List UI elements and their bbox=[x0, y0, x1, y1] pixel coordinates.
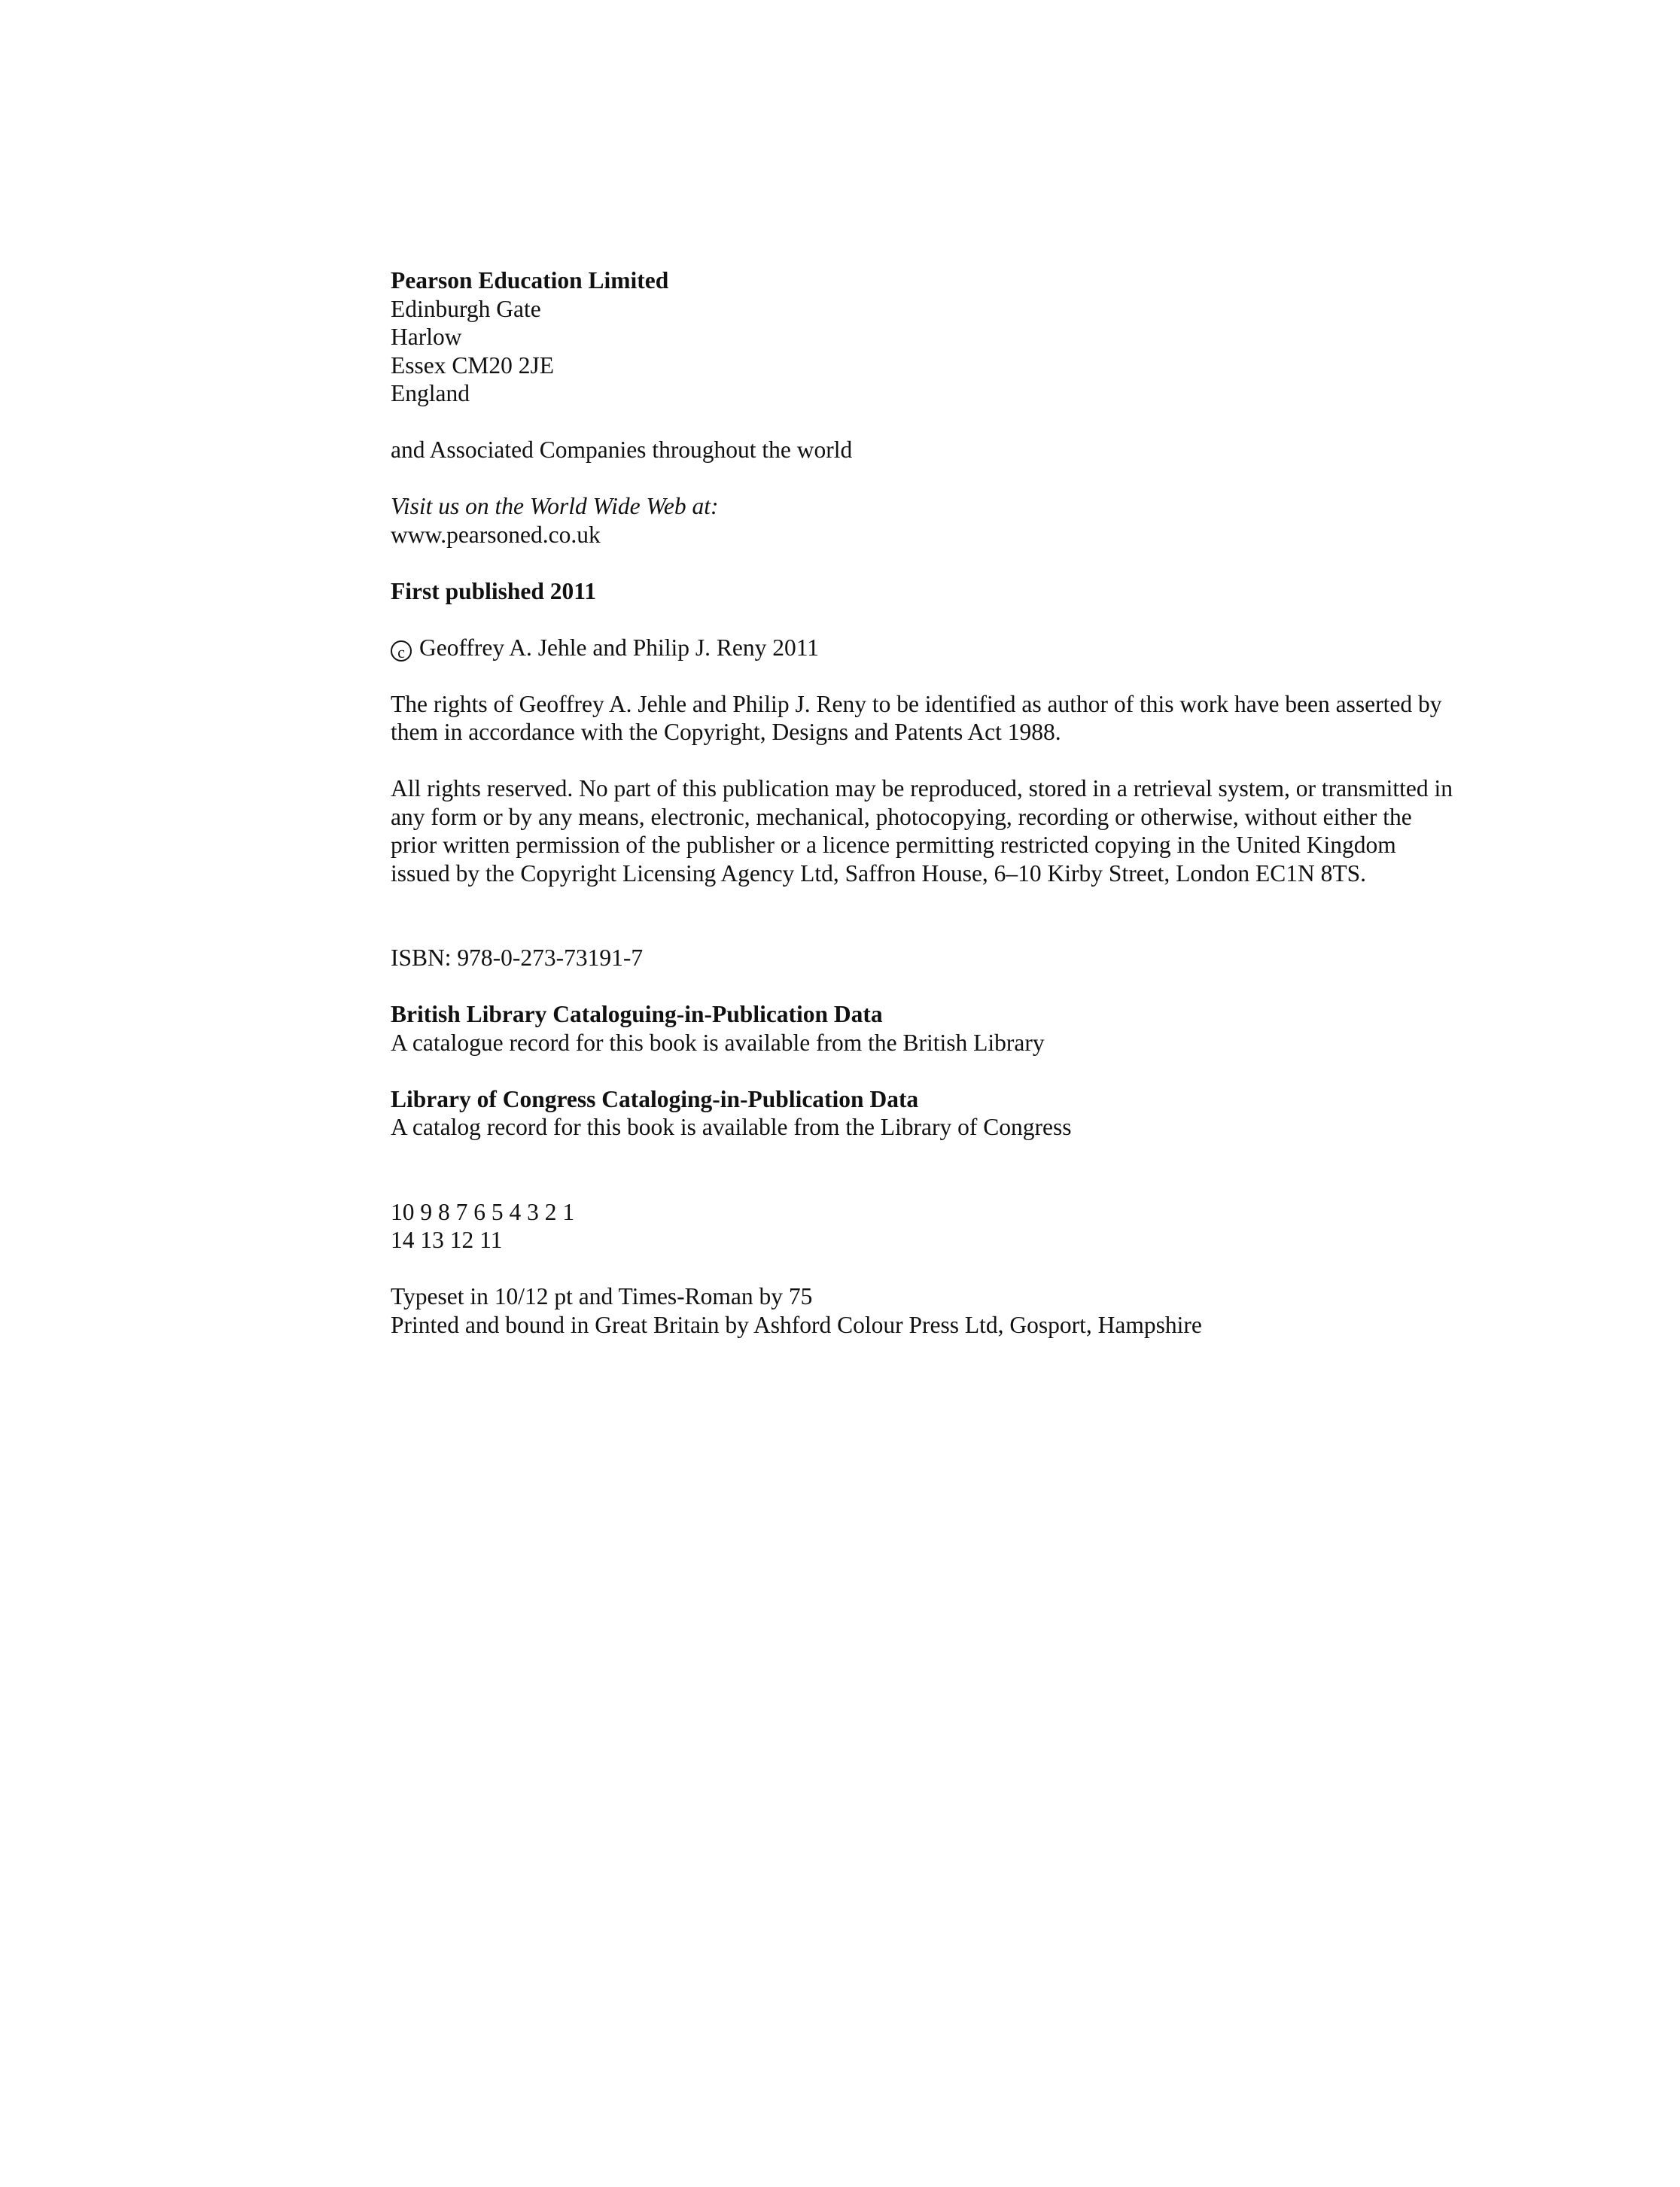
copyright-page bbox=[391, 266, 1535, 1339]
copyright-holders: Geoffrey A. Jehle and Philip J. Reny 2011 bbox=[419, 634, 820, 661]
printer-info: Printed and bound in Great Britain by Ashford Colour Press Ltd, Gosport, Hampshire bbox=[391, 1311, 1202, 1338]
print-numbers-block bbox=[391, 1198, 1535, 1255]
reserved-line: All rights reserved. No part of this publication may be reproduced, stored in a retrieval system, or transmitted in bbox=[391, 775, 1453, 801]
library-of-congress-block bbox=[391, 1085, 1535, 1142]
address-line: Edinburgh Gate bbox=[391, 295, 541, 322]
print-year: 14 13 12 11 bbox=[391, 1227, 503, 1253]
print-line: 10 9 8 7 6 5 4 3 2 1 bbox=[391, 1198, 575, 1225]
all-rights-reserved bbox=[391, 774, 1535, 887]
copyright-line bbox=[391, 634, 1535, 662]
publisher-block bbox=[391, 266, 1535, 408]
associated-text: and Associated Companies throughout the world bbox=[391, 436, 853, 463]
web-block bbox=[391, 492, 1535, 549]
copyright-icon: c bbox=[391, 640, 412, 662]
web-url: www.pearsoned.co.uk bbox=[391, 521, 601, 548]
typeset-info: Typeset in 10/12 pt and Times-Roman by 75 bbox=[391, 1283, 813, 1309]
rights-line: The rights of Geoffrey A. Jehle and Philip J. Reny to be identified as author of this work have been asserted by bbox=[391, 690, 1442, 717]
rights-line: them in accordance with the Copyright, Designs and Patents Act 1988. bbox=[391, 719, 1061, 745]
web-prompt: Visit us on the World Wide Web at: bbox=[391, 493, 719, 519]
british-library-text: A catalogue record for this book is available from the British Library bbox=[391, 1029, 1045, 1056]
isbn-block bbox=[391, 944, 1535, 972]
copyright-block bbox=[391, 634, 1535, 662]
library-of-congress-text: A catalog record for this book is available from the Library of Congress bbox=[391, 1114, 1072, 1140]
associated-companies bbox=[391, 436, 1535, 464]
first-published: First published 2011 bbox=[391, 577, 597, 604]
reserved-line: issued by the Copyright Licensing Agency Ltd, Saffron House, 6–10 Kirby Street, London EC1N 8TS. bbox=[391, 859, 1367, 887]
reserved-line: prior written permission of the publisher or a licence permitting restricted copying in the United Kingdom bbox=[391, 832, 1396, 858]
british-library-block bbox=[391, 1000, 1535, 1057]
reserved-line: any form or by any means, electronic, mechanical, photocopying, recording or otherwise, without either the bbox=[391, 803, 1412, 830]
publisher-name: Pearson Education Limited bbox=[391, 267, 669, 294]
address-line: Essex CM20 2JE bbox=[391, 351, 555, 379]
address-line: England bbox=[391, 380, 470, 406]
isbn: ISBN: 978-0-273-73191-7 bbox=[391, 944, 644, 971]
first-published-block bbox=[391, 577, 1535, 606]
library-of-congress-heading: Library of Congress Cataloging-in-Publication Data bbox=[391, 1085, 919, 1112]
production-block bbox=[391, 1282, 1535, 1339]
address-line: Harlow bbox=[391, 324, 462, 350]
rights-statement bbox=[391, 690, 1535, 747]
british-library-heading: British Library Cataloguing-in-Publication Data bbox=[391, 1001, 883, 1027]
